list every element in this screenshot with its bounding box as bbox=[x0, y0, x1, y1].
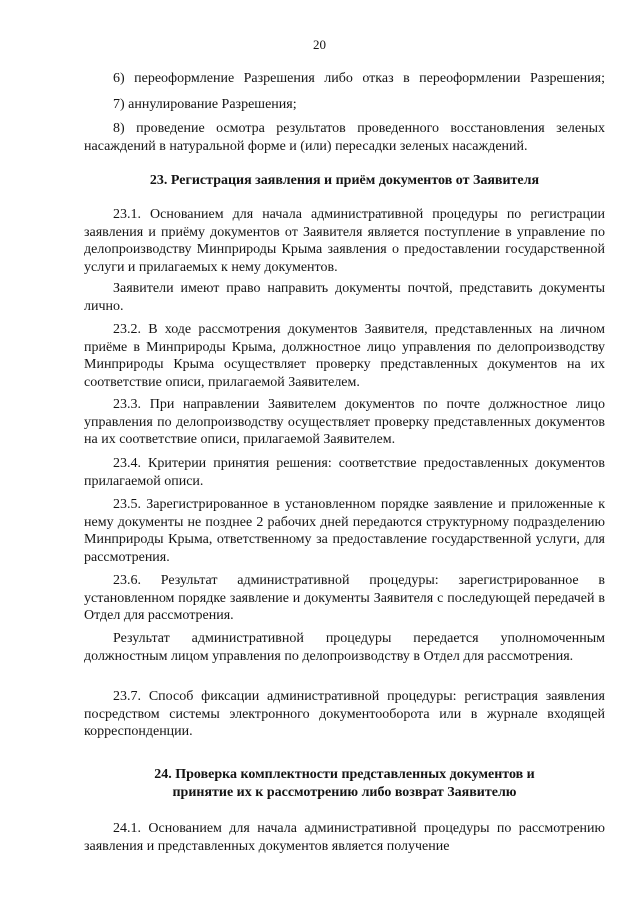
list-item-8: 8) проведение осмотра результатов проведенного восстановления зеленых насаждений в натуральной форме и (или) пересадки зеленых насаждений. bbox=[84, 121, 605, 154]
section-24-heading-line-1: 24. Проверка комплектности представленных документов и bbox=[154, 767, 535, 782]
paragraph-23-6: 23.6. Результат административной процедуры: зарегистрированное в установленном порядке заявление и документы Заявителя с последующей передачей в Отдел для рассмотрения. bbox=[84, 573, 605, 623]
paragraph-24-1: 24.1. Основанием для начала административной процедуры по рассмотрению заявления и представленных документов является получение bbox=[84, 821, 605, 854]
paragraph-23-4: 23.4. Критерии принятия решения: соответствие предоставленных документов прилагаемой описи. bbox=[84, 456, 605, 489]
paragraph-23-7: 23.7. Способ фиксации административной процедуры: регистрация заявления посредством системы электронного документооборота или в журнале входящей корреспонденции. bbox=[84, 689, 605, 739]
list-item-7: 7) аннулирование Разрешения; bbox=[113, 97, 297, 112]
paragraph-23-3: 23.3. При направлении Заявителем документов по почте должностное лицо управления по делопроизводству осуществляет проверку представленных документов на их соответствие описи, прилагаемой Заявителем. bbox=[84, 397, 605, 447]
paragraph-23-5: 23.5. Зарегистрированное в установленном порядке заявление и приложенные к нему документы не позднее 2 рабочих дней передаются структурному подразделению Минприроды Крыма, ответственному за предоставление государственной услуги, для рассмотрения. bbox=[84, 497, 605, 565]
paragraph-applicants-rights: Заявители имеют право направить документы почтой, представить документы лично. bbox=[84, 281, 605, 314]
section-24-heading-line-2: принятие их к рассмотрению либо возврат Заявителю bbox=[172, 785, 517, 800]
paragraph-result-transfer: Результат административной процедуры передается уполномоченным должностным лицом управления по делопроизводству в Отдел для рассмотрения. bbox=[84, 631, 605, 664]
paragraph-23-2: 23.2. В ходе рассмотрения документов Заявителя, представленных на личном приёме в Минприроды Крыма, должностное лицо управления по делопроизводству Минприроды Крыма осуществляет проверку представленных документов на их соответствие описи, прилагаемой Заявителем. bbox=[84, 322, 605, 390]
page-number: 20 bbox=[313, 37, 326, 52]
section-23-heading: 23. Регистрация заявления и приём документов от Заявителя bbox=[149, 173, 540, 188]
paragraph-23-1: 23.1. Основанием для начала административной процедуры по регистрации заявления и приёму документов от Заявителя является поступление в управление по делопроизводству Минприроды Крыма заявления о предоставлении государственной услуги и прилагаемых к нему документов. bbox=[84, 207, 605, 275]
list-item-6: 6) переоформление Разрешения либо отказ в переоформлении Разрешения; bbox=[113, 71, 605, 86]
